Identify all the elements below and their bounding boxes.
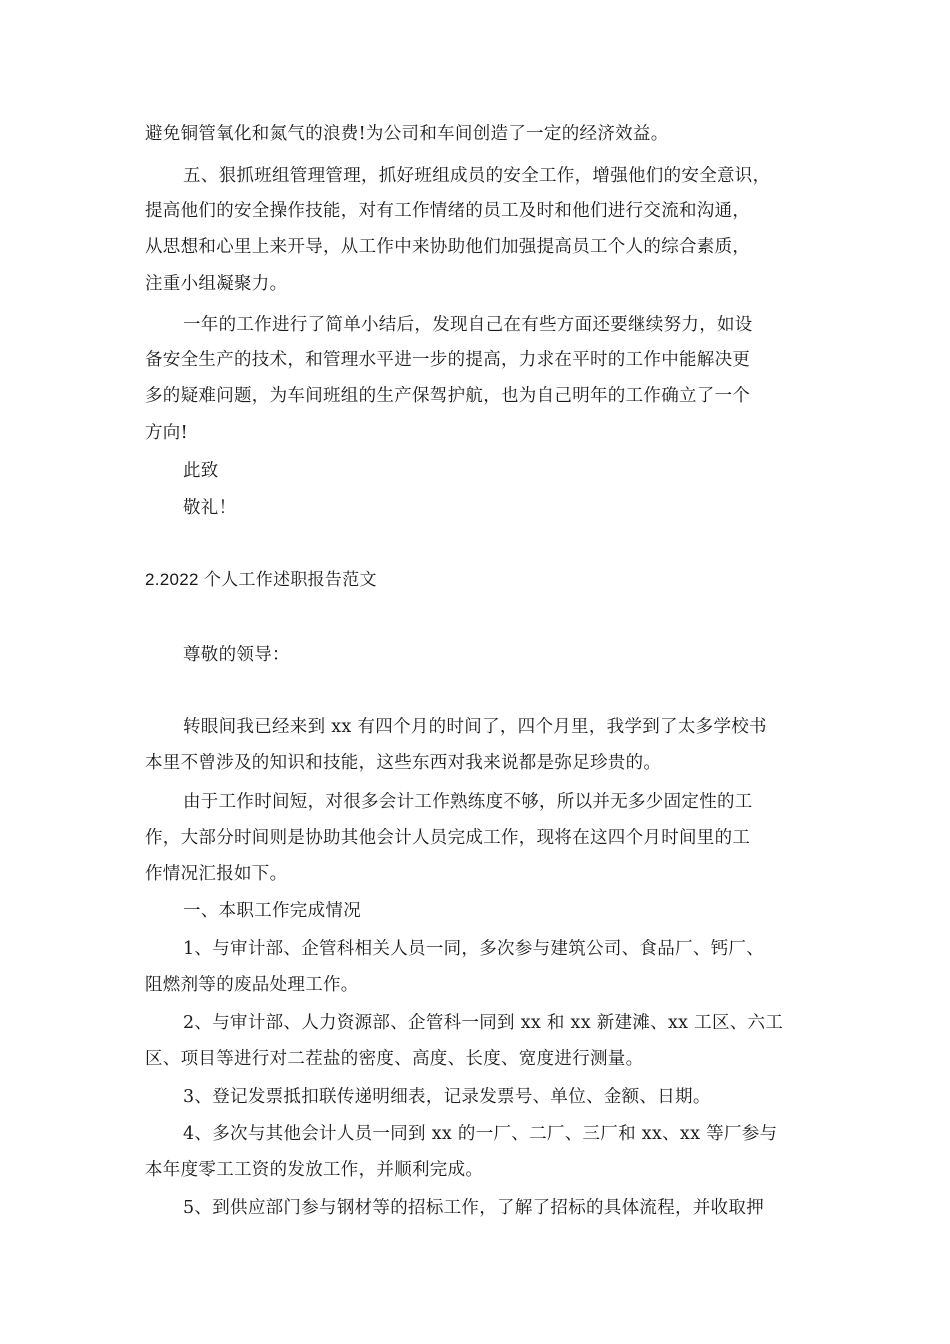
subheading: 一、本职工作完成情况 [183, 901, 361, 921]
list-item: 2、与审计部、人力资源部、企管科一同到 xx 和 xx 新建滩、xx 工区、六工 [183, 1013, 784, 1033]
paragraph-line: 由于工作时间短，对很多会计工作熟练度不够，所以并无多少固定性的工 [183, 792, 753, 812]
list-item: 阻燃剂等的废品处理工作。 [145, 975, 359, 995]
list-item: 5、到供应部门参与钢材等的招标工作，了解了招标的具体流程，并收取押 [183, 1198, 765, 1218]
list-item: 3、登记发票抵扣联传递明细表，记录发票号、单位、金额、日期。 [183, 1087, 711, 1107]
list-item: 4、多次与其他会计人员一同到 xx 的一厂、二厂、三厂和 xx、xx 等厂参与 [183, 1124, 778, 1144]
paragraph-line: 多的疑难问题，为车间班组的生产保驾护航，也为自己明年的工作确立了一个 [145, 386, 751, 406]
closing-line: 此致 [183, 461, 219, 481]
list-item: 1、与审计部、企管科相关人员一同，多次参与建筑公司、食品厂、钙厂、 [183, 939, 765, 959]
closing-line: 敬礼！ [183, 498, 237, 518]
paragraph-line: 提高他们的安全操作技能，对有工作情绪的员工及时和他们进行交流和沟通， [145, 201, 751, 221]
paragraph-line: 注重小组凝聚力。 [145, 274, 288, 294]
paragraph-line: 备安全生产的技术，和管理水平进一步的提高，力求在平时的工作中能解决更 [145, 350, 751, 370]
paragraph-line: 一年的工作进行了简单小结后，发现自己在有些方面还要继续努力，如设 [183, 315, 753, 335]
section-title: 2.2022 个人工作述职报告范文 [145, 570, 377, 589]
list-item: 本年度零工工资的发放工作，并顺利完成。 [145, 1160, 484, 1180]
paragraph-line: 转眼间我已经来到 xx 有四个月的时间了，四个月里，我学到了太多学校书 [183, 717, 767, 737]
salutation: 尊敬的领导： [183, 645, 290, 665]
paragraph-line: 避免铜管氧化和氮气的浪费!为公司和车间创造了一定的经济效益。 [145, 124, 669, 144]
paragraph-line: 方向! [145, 423, 188, 443]
paragraph-line: 本里不曾涉及的知识和技能，这些东西对我来说都是弥足珍贵的。 [145, 753, 662, 773]
list-item: 区、项目等进行对二茬盐的密度、高度、长度、宽度进行测量。 [145, 1049, 644, 1069]
paragraph-line: 作情况汇报如下。 [145, 864, 288, 884]
paragraph-line: 作，大部分时间则是协助其他会计人员完成工作，现将在这四个月时间里的工 [145, 828, 751, 848]
paragraph-line: 五、狠抓班组管理管理，抓好班组成员的安全工作，增强他们的安全意识， [183, 166, 771, 186]
paragraph-line: 从思想和心里上来开导，从工作中来协助他们加强提高员工个人的综合素质， [145, 237, 751, 257]
